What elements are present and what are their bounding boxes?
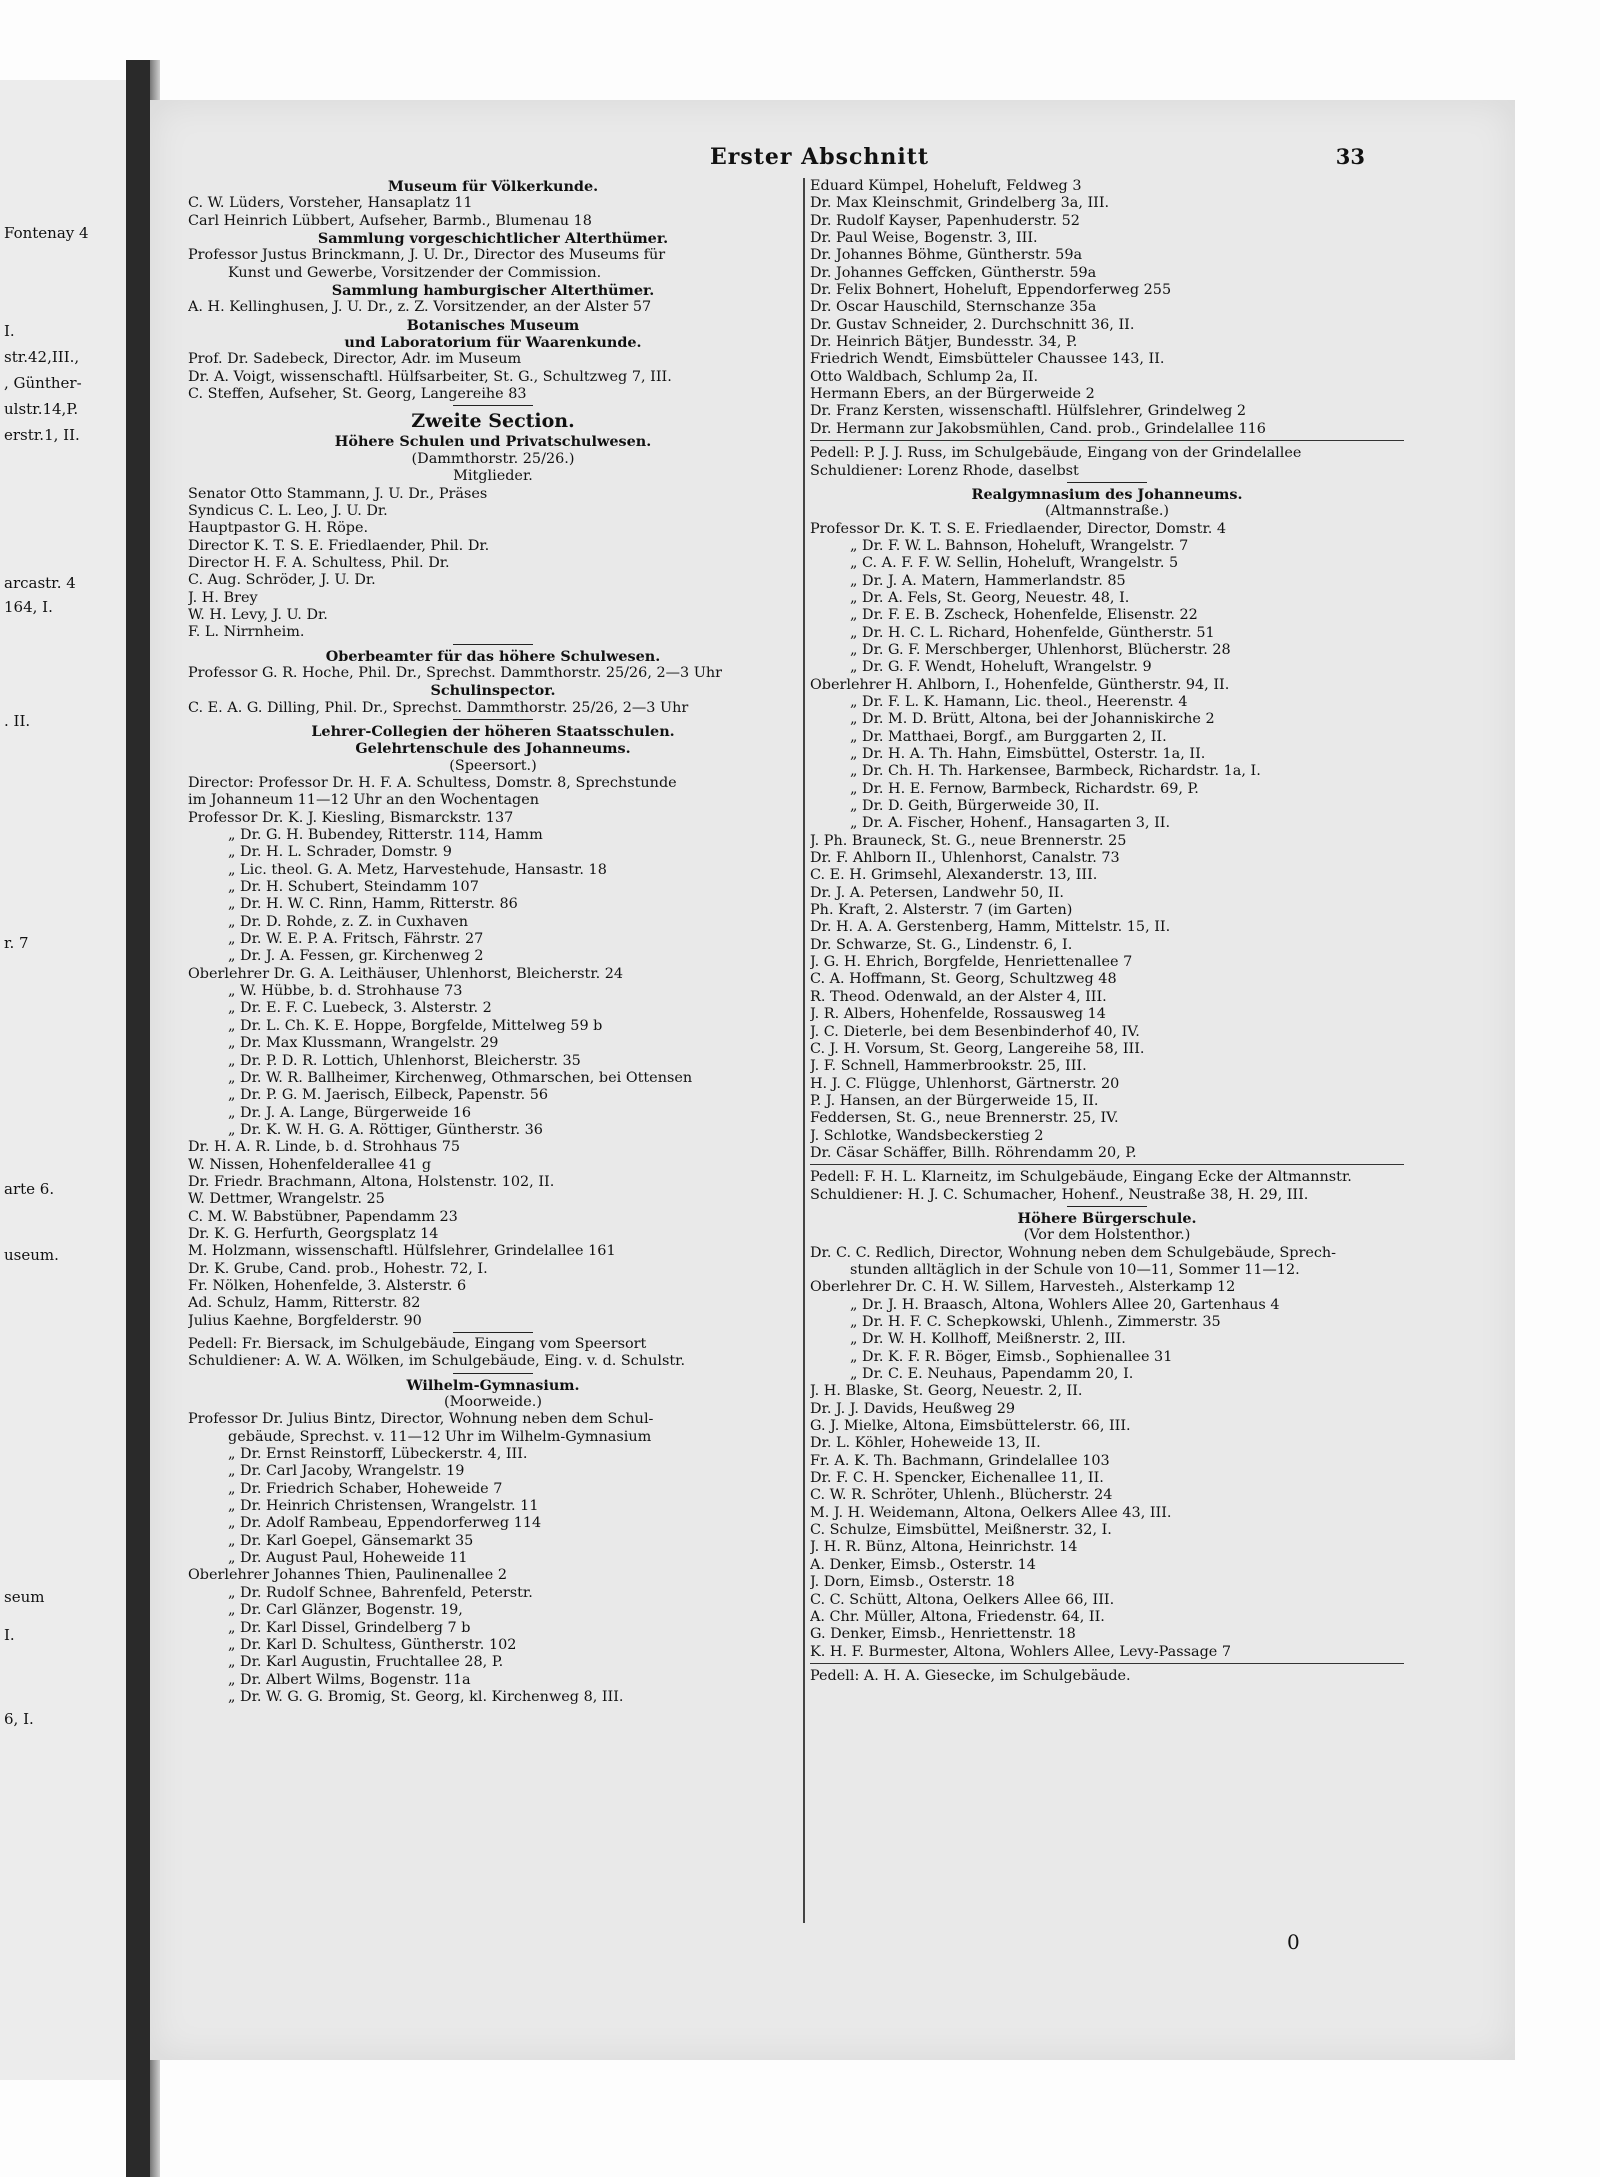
directory-entry: Schuldiener: Lorenz Rhode, daselbst <box>810 462 1079 479</box>
directory-entry: „ Dr. J. A. Matern, Hammerlandstr. 85 <box>850 572 1126 589</box>
directory-entry: stunden alltäglich in der Schule von 10—11, Sommer 11—12. <box>850 1261 1300 1278</box>
directory-entry: „ Dr. Ch. H. Th. Harkensee, Barmbeck, Richardstr. 1a, I. <box>850 763 1261 780</box>
page-number: 33 <box>1335 144 1365 169</box>
margin-fragment: seum <box>4 1588 45 1606</box>
directory-entry: „ Dr. W. E. P. A. Fritsch, Fährstr. 27 <box>228 931 484 948</box>
directory-entry: Dr. H. A. A. Gerstenberg, Hamm, Mittelstr. 15, II. <box>810 919 1171 936</box>
directory-entry: „ Dr. K. W. H. G. A. Röttiger, Güntherstr. 36 <box>228 1121 543 1138</box>
section-rule <box>188 1371 798 1377</box>
margin-fragment: 6, I. <box>4 1710 34 1728</box>
directory-entry: Dr. Johannes Böhme, Güntherstr. 59a <box>810 247 1083 264</box>
directory-entry: Botanisches Museum <box>406 316 580 334</box>
directory-entry: Fr. A. K. Th. Bachmann, Grindelallee 103 <box>810 1452 1110 1469</box>
directory-entry: „ Dr. J. H. Braasch, Altona, Wohlers Allee 20, Gartenhaus 4 <box>850 1296 1280 1313</box>
directory-entry: „ Dr. P. G. M. Jaerisch, Eilbeck, Papenstr. 56 <box>228 1087 549 1104</box>
directory-entry: H. J. C. Flügge, Uhlenhorst, Gärtnerstr. 20 <box>810 1075 1120 1092</box>
directory-entry: M. Holzmann, wissenschaftl. Hülfslehrer, Grindelallee 161 <box>188 1243 616 1260</box>
directory-entry: Pedell: Fr. Biersack, im Schulgebäude, Eingang vom Speersort <box>188 1336 647 1352</box>
directory-entry: „ Dr. H. L. Schrader, Domstr. 9 <box>228 844 452 861</box>
directory-entry: Wilhelm-Gymnasium. <box>406 1376 580 1394</box>
margin-fragment: , Günther- <box>4 374 82 392</box>
directory-entry: „ Dr. H. W. C. Rinn, Hamm, Ritterstr. 86 <box>228 896 518 913</box>
directory-entry: Dr. J. A. Petersen, Landwehr 50, II. <box>810 884 1064 901</box>
column-divider <box>803 178 805 1923</box>
directory-entry: C. Steffen, Aufseher, St. Georg, Langereihe 83 <box>188 386 527 403</box>
directory-entry: Schuldiener: H. J. C. Schumacher, Hohenf., Neustraße 38, H. 29, III. <box>810 1186 1309 1203</box>
directory-entry: „ Dr. Albert Wilms, Bogenstr. 11a <box>228 1671 471 1688</box>
directory-entry: „ C. A. F. F. W. Sellin, Hoheluft, Wrangelstr. 5 <box>850 555 1179 572</box>
directory-entry: J. C. Dieterle, bei dem Besenbinderhof 40, IV. <box>810 1023 1140 1040</box>
directory-entry: im Johanneum 11—12 Uhr an den Wochentagen <box>188 792 540 809</box>
directory-entry: Oberlehrer Johannes Thien, Paulinenallee 2 <box>188 1567 508 1584</box>
directory-entry: Pedell: P. J. J. Russ, im Schulgebäude, Eingang von der Grindelallee <box>810 445 1302 462</box>
directory-entry: „ Dr. H. F. C. Schepkowski, Uhlenh., Zimmerstr. 35 <box>850 1314 1221 1330</box>
directory-entry: „ Dr. J. A. Fessen, gr. Kirchenweg 2 <box>228 948 484 965</box>
directory-entry: (Dammthorstr. 25/26.) <box>411 450 575 467</box>
section-rule <box>188 403 798 409</box>
directory-entry: C. Aug. Schröder, J. U. Dr. <box>188 572 376 589</box>
directory-entry: „ Dr. G. F. Merschberger, Uhlenhorst, Blücherstr. 28 <box>850 641 1231 658</box>
directory-entry: gebäude, Sprechst. v. 11—12 Uhr im Wilhelm-Gymnasium <box>228 1428 652 1445</box>
directory-entry: (Moorweide.) <box>444 1394 542 1411</box>
directory-entry: Höhere Schulen und Privatschulwesen. <box>334 433 652 451</box>
directory-entry: A. Chr. Müller, Altona, Friedenstr. 64, II. <box>810 1608 1105 1625</box>
directory-entry: Pedell: A. H. A. Giesecke, im Schulgebäude. <box>810 1667 1131 1684</box>
directory-entry: W. H. Levy, J. U. Dr. <box>188 606 328 623</box>
directory-entry: Pedell: F. H. L. Klarneitz, im Schulgebäude, Eingang Ecke der Altmannstr. <box>810 1169 1352 1186</box>
directory-entry: Dr. K. G. Herfurth, Georgsplatz 14 <box>188 1225 439 1242</box>
directory-entry: Kunst und Gewerbe, Vorsitzender der Commission. <box>228 264 602 281</box>
directory-entry: „ Dr. W. H. Kollhoff, Meißnerstr. 2, III. <box>850 1331 1126 1348</box>
directory-entry: C. M. W. Babstübner, Papendamm 23 <box>188 1208 458 1225</box>
directory-entry: Professor Justus Brinckmann, J. U. Dr., Director des Museums für <box>188 247 666 264</box>
directory-entry: „ Dr. K. F. R. Böger, Eimsb., Sophienallee 31 <box>850 1348 1173 1365</box>
directory-entry: Senator Otto Stammann, J. U. Dr., Präses <box>188 485 488 502</box>
directory-entry: Professor Dr. Julius Bintz, Director, Wohnung neben dem Schul- <box>188 1411 654 1428</box>
directory-entry: Otto Waldbach, Schlump 2a, II. <box>810 368 1039 385</box>
directory-entry: Oberbeamter für das höhere Schulwesen. <box>325 647 661 665</box>
directory-entry: Feddersen, St. G., neue Brennerstr. 25, IV. <box>810 1110 1119 1127</box>
directory-entry: „ Dr. Heinrich Christensen, Wrangelstr. 11 <box>228 1498 539 1515</box>
directory-entry: Gelehrtenschule des Johanneums. <box>355 740 631 758</box>
directory-entry: Höhere Bürgerschule. <box>1017 1209 1197 1227</box>
directory-entry: Prof. Dr. Sadebeck, Director, Adr. im Museum <box>188 351 522 368</box>
directory-entry: Hauptpastor G. H. Röpe. <box>188 520 369 537</box>
directory-entry: „ Dr. M. D. Brütt, Altona, bei der Johanniskirche 2 <box>850 711 1215 728</box>
margin-fragment: erstr.1, II. <box>4 426 80 444</box>
directory-entry: Dr. Rudolf Kayser, Papenhuderstr. 52 <box>810 212 1080 229</box>
margin-fragment: arte 6. <box>4 1180 55 1198</box>
directory-entry: Ad. Schulz, Hamm, Ritterstr. 82 <box>188 1295 421 1312</box>
directory-entry: C. A. Hoffmann, St. Georg, Schultzweg 48 <box>810 971 1117 988</box>
directory-entry: Professor Dr. K. J. Kiesling, Bismarckstr. 137 <box>188 809 514 826</box>
directory-entry: und Laboratorium für Waarenkunde. <box>344 334 642 352</box>
margin-fragment: Fontenay 4 <box>4 224 89 242</box>
directory-entry: „ Dr. Karl Dissel, Grindelberg 7 b <box>228 1619 471 1636</box>
directory-entry: „ Dr. J. A. Lange, Bürgerweide 16 <box>228 1104 472 1121</box>
directory-entry: Dr. Johannes Geffcken, Güntherstr. 59a <box>810 264 1097 281</box>
directory-entry: G. J. Mielke, Altona, Eimsbüttelerstr. 66, III. <box>810 1418 1131 1435</box>
directory-entry: Realgymnasium des Johanneums. <box>971 485 1243 503</box>
directory-entry: Dr. Oscar Hauschild, Sternschanze 35a <box>810 299 1097 316</box>
directory-entry: Dr. K. Grube, Cand. prob., Hohestr. 72, I. <box>188 1260 488 1277</box>
directory-entry: „ Dr. Friedrich Schaber, Hoheweide 7 <box>228 1480 503 1497</box>
directory-entry: Professor Dr. K. T. S. E. Friedlaender, Director, Domstr. 4 <box>810 520 1227 537</box>
directory-entry: (Speersort.) <box>449 757 537 774</box>
directory-entry: „ Dr. P. D. R. Lottich, Uhlenhorst, Bleicherstr. 35 <box>228 1052 581 1069</box>
section-title: Erster Abschnitt <box>710 144 930 170</box>
directory-entry: „ Dr. F. L. K. Hamann, Lic. theol., Heerenstr. 4 <box>850 693 1188 710</box>
directory-entry: G. Denker, Eimsb., Henriettenstr. 18 <box>810 1626 1076 1643</box>
directory-entry: Oberlehrer Dr. C. H. W. Sillem, Harvesteh., Alsterkamp 12 <box>810 1279 1236 1296</box>
directory-entry: J. H. R. Bünz, Altona, Heinrichstr. 14 <box>810 1539 1078 1556</box>
directory-entry: C. J. H. Vorsum, St. Georg, Langereihe 58, III. <box>810 1040 1145 1057</box>
directory-entry: Director H. F. A. Schultess, Phil. Dr. <box>188 554 450 571</box>
directory-entry: „ Dr. Matthaei, Borgf., am Burggarten 2, II. <box>850 728 1167 745</box>
book-binding <box>126 60 150 2177</box>
section-rule <box>810 480 1404 486</box>
directory-entry: „ W. Hübbe, b. d. Strohhause 73 <box>228 983 463 1000</box>
directory-entry: Director: Professor Dr. H. F. A. Schultess, Domstr. 8, Sprechstunde <box>188 775 677 791</box>
directory-entry: Dr. Max Kleinschmit, Grindelberg 3a, III. <box>810 195 1110 212</box>
directory-entry: Dr. F. C. H. Spencker, Eichenallee 11, II. <box>810 1470 1104 1487</box>
directory-entry: „ Dr. L. Ch. K. E. Hoppe, Borgfelde, Mittelweg 59 b <box>228 1017 603 1034</box>
directory-entry: Dr. Felix Bohnert, Hoheluft, Eppendorferweg 255 <box>810 282 1172 299</box>
directory-entry: P. J. Hansen, an der Bürgerweide 15, II. <box>810 1092 1099 1109</box>
directory-entry: „ Dr. D. Geith, Bürgerweide 30, II. <box>850 798 1100 815</box>
right-column <box>810 178 1404 1685</box>
directory-entry: „ Dr. Karl Goepel, Gänsemarkt 35 <box>228 1532 474 1549</box>
directory-entry: C. E. A. G. Dilling, Phil. Dr., Sprechst. Dammthorstr. 25/26, 2—3 Uhr <box>188 699 689 716</box>
margin-fragment: str.42,III., <box>4 348 80 366</box>
directory-entry: „ Dr. W. R. Ballheimer, Kirchenweg, Othmarschen, bei Ottensen <box>228 1069 693 1086</box>
directory-entry: „ Dr. Carl Glänzer, Bogenstr. 19, <box>228 1602 463 1619</box>
directory-entry: „ Dr. G. H. Bubendey, Ritterstr. 114, Hamm <box>228 827 543 844</box>
directory-entry: „ Dr. G. F. Wendt, Hoheluft, Wrangelstr. 9 <box>850 659 1152 676</box>
directory-entry: Dr. Friedr. Brachmann, Altona, Holstenstr. 102, II. <box>188 1173 555 1190</box>
directory-entry: Dr. Franz Kersten, wissenschaftl. Hülfslehrer, Grindelweg 2 <box>810 403 1247 420</box>
directory-entry: „ Dr. Adolf Rambeau, Eppendorferweg 114 <box>228 1515 542 1532</box>
directory-entry: Lehrer-Collegien der höheren Staatsschulen. <box>311 722 675 740</box>
margin-fragment: arcastr. 4 <box>4 574 76 592</box>
margin-fragment: useum. <box>4 1246 59 1264</box>
left-page-edge <box>0 80 126 2080</box>
directory-entry: J. F. Schnell, Hammerbrookstr. 25, III. <box>810 1058 1087 1075</box>
directory-entry: Hermann Ebers, an der Bürgerweide 2 <box>810 386 1095 403</box>
directory-entry: Oberlehrer H. Ahlborn, I., Hohenfelde, Güntherstr. 94, II. <box>810 676 1230 693</box>
directory-entry: „ Dr. A. Fischer, Hohenf., Hansagarten 3, II. <box>850 815 1171 832</box>
directory-entry: Museum für Völkerkunde. <box>387 178 599 195</box>
directory-entry: Dr. Hermann zur Jakobsmühlen, Cand. prob., Grindelallee 116 <box>810 420 1266 437</box>
directory-entry: Friedrich Wendt, Eimsbütteler Chaussee 143, II. <box>810 351 1165 368</box>
directory-entry: Dr. Cäsar Schäffer, Billh. Röhrendamm 20, P. <box>810 1144 1137 1161</box>
directory-entry: Dr. F. Ahlborn II., Uhlenhorst, Canalstr. 73 <box>810 850 1120 867</box>
directory-entry: „ Dr. H. A. Th. Hahn, Eimsbüttel, Osterstr. 1a, II. <box>850 746 1206 762</box>
directory-entry: A. H. Kellinghusen, J. U. Dr., z. Z. Vorsitzender, an der Alster 57 <box>188 299 652 316</box>
directory-entry: Dr. A. Voigt, wissenschaftl. Hülfsarbeiter, St. G., Schultzweg 7, III. <box>188 368 672 385</box>
directory-entry: Professor G. R. Hoche, Phil. Dr., Sprechst. Dammthorstr. 25/26, 2—3 Uhr <box>188 664 723 681</box>
directory-entry: C. C. Schütt, Altona, Oelkers Allee 66, III. <box>810 1591 1115 1608</box>
directory-entry: Mitglieder. <box>453 468 533 485</box>
directory-entry: Zweite Section. <box>411 410 575 433</box>
section-rule <box>188 717 798 723</box>
directory-entry: „ Dr. H. C. L. Richard, Hohenfelde, Güntherstr. 51 <box>850 624 1215 641</box>
directory-entry: Dr. H. A. R. Linde, b. d. Strohhaus 75 <box>188 1139 461 1156</box>
directory-entry: „ Dr. C. E. Neuhaus, Papendamm 20, I. <box>850 1366 1134 1383</box>
section-rule <box>188 642 798 648</box>
directory-entry: C. W. R. Schröter, Uhlenh., Blücherstr. 24 <box>810 1487 1113 1504</box>
directory-entry: J. H. Blaske, St. Georg, Neuestr. 2, II. <box>810 1383 1083 1400</box>
directory-entry: „ Dr. E. F. C. Luebeck, 3. Alsterstr. 2 <box>228 1000 492 1017</box>
directory-entry: J. H. Brey <box>188 589 258 606</box>
directory-entry: R. Theod. Odenwald, an der Alster 4, III. <box>810 988 1107 1005</box>
directory-entry: Fr. Nölken, Hohenfelde, 3. Alsterstr. 6 <box>188 1277 467 1294</box>
directory-entry: K. H. F. Burmester, Altona, Wohlers Allee, Levy-Passage 7 <box>810 1643 1232 1660</box>
directory-entry: C. W. Lüders, Vorsteher, Hansaplatz 11 <box>188 195 473 212</box>
directory-entry: Sammlung hamburgischer Alterthümer. <box>331 282 655 300</box>
directory-entry: Syndicus C. L. Leo, J. U. Dr. <box>188 502 388 519</box>
directory-entry: Schulinspector. <box>430 682 556 700</box>
directory-entry: „ Dr. H. Schubert, Steindamm 107 <box>228 879 479 896</box>
directory-entry: J. R. Albers, Hohenfelde, Rossausweg 14 <box>810 1006 1106 1023</box>
directory-entry: M. J. H. Weidemann, Altona, Oelkers Allee 43, III. <box>810 1504 1172 1521</box>
directory-entry: „ Dr. August Paul, Hoheweide 11 <box>228 1550 468 1567</box>
margin-fragment: 164, I. <box>4 598 53 616</box>
page-header <box>150 144 1365 178</box>
directory-entry: „ Dr. Max Klussmann, Wrangelstr. 29 <box>228 1035 499 1052</box>
page-mark: 0 <box>1287 1930 1300 1954</box>
directory-entry: C. Schulze, Eimsbüttel, Meißnerstr. 32, I. <box>810 1522 1112 1539</box>
directory-entry: „ Dr. W. G. G. Bromig, St. Georg, kl. Kirchenweg 8, III. <box>228 1688 624 1705</box>
margin-fragment: r. 7 <box>4 934 29 952</box>
directory-entry: „ Dr. H. E. Fernow, Barmbeck, Richardstr. 69, P. <box>850 780 1199 797</box>
directory-entry: „ Dr. Carl Jacoby, Wrangelstr. 19 <box>228 1463 465 1480</box>
directory-entry: J. G. H. Ehrich, Borgfelde, Henriettenallee 7 <box>810 954 1133 971</box>
directory-entry: Dr. Paul Weise, Bogenstr. 3, III. <box>810 230 1038 247</box>
directory-entry: A. Denker, Eimsb., Osterstr. 14 <box>810 1556 1036 1573</box>
directory-entry: Oberlehrer Dr. G. A. Leithäuser, Uhlenhorst, Bleicherstr. 24 <box>188 965 624 982</box>
directory-entry: „ Dr. D. Rohde, z. Z. in Cuxhaven <box>228 913 469 930</box>
directory-entry: Dr. J. J. Davids, Heußweg 29 <box>810 1400 1016 1417</box>
directory-entry: W. Dettmer, Wrangelstr. 25 <box>188 1191 385 1208</box>
margin-fragment: . II. <box>4 712 31 730</box>
directory-entry: J. Ph. Brauneck, St. G., neue Brennerstr. 25 <box>810 832 1127 849</box>
directory-entry: „ Dr. Ernst Reinstorff, Lübeckerstr. 4, III. <box>228 1446 528 1463</box>
directory-entry: „ Dr. Rudolf Schnee, Bahrenfeld, Peterstr. <box>228 1584 533 1601</box>
directory-entry: Julius Kaehne, Borgfelderstr. 90 <box>188 1312 422 1329</box>
directory-entry: Eduard Kümpel, Hoheluft, Feldweg 3 <box>810 178 1082 194</box>
directory-entry: Carl Heinrich Lübbert, Aufseher, Barmb., Blumenau 18 <box>188 212 592 229</box>
directory-entry: „ Dr. Karl Augustin, Fruchtallee 28, P. <box>228 1654 504 1671</box>
directory-entry: (Vor dem Holstenthor.) <box>1023 1227 1191 1244</box>
directory-entry: (Altmannstraße.) <box>1044 503 1170 520</box>
directory-entry: J. Schlotke, Wandsbeckerstieg 2 <box>810 1127 1044 1144</box>
margin-fragment: ulstr.14,P. <box>4 400 79 418</box>
margin-fragment: I. <box>4 1626 15 1644</box>
margin-fragment: I. <box>4 322 15 340</box>
directory-entry: Schuldiener: A. W. A. Wölken, im Schulgebäude, Eing. v. d. Schulstr. <box>188 1353 686 1370</box>
section-rule <box>810 1204 1404 1210</box>
directory-entry: Director K. T. S. E. Friedlaender, Phil. Dr. <box>188 537 490 554</box>
directory-entry: Dr. Gustav Schneider, 2. Durchschnitt 36, II. <box>810 316 1135 333</box>
directory-entry: Dr. L. Köhler, Hoheweide 13, II. <box>810 1435 1041 1452</box>
directory-entry: „ Dr. Karl D. Schultess, Güntherstr. 102 <box>228 1636 517 1653</box>
directory-entry: Dr. C. C. Redlich, Director, Wohnung neben dem Schulgebäude, Sprech- <box>810 1244 1337 1261</box>
section-rule <box>188 1330 798 1336</box>
directory-entry: Ph. Kraft, 2. Alsterstr. 7 (im Garten) <box>810 902 1073 919</box>
directory-entry: J. Dorn, Eimsb., Osterstr. 18 <box>810 1574 1015 1591</box>
directory-entry: „ Dr. F. E. B. Zscheck, Hohenfelde, Elisenstr. 22 <box>850 607 1198 624</box>
directory-entry: „ Dr. A. Fels, St. Georg, Neuestr. 48, I. <box>850 589 1130 606</box>
directory-entry: C. E. H. Grimsehl, Alexanderstr. 13, III. <box>810 867 1098 884</box>
left-column <box>188 178 798 1706</box>
directory-entry: W. Nissen, Hohenfelderallee 41 g <box>188 1156 432 1173</box>
directory-entry: „ Dr. F. W. L. Bahnson, Hoheluft, Wrangelstr. 7 <box>850 537 1189 554</box>
directory-entry: Dr. Heinrich Bätjer, Bundesstr. 34, P. <box>810 334 1078 351</box>
directory-entry: Sammlung vorgeschichtlicher Alterthümer. <box>317 230 669 248</box>
directory-entry: F. L. Nirrnheim. <box>188 624 305 641</box>
directory-entry: Dr. Schwarze, St. G., Lindenstr. 6, I. <box>810 936 1073 953</box>
directory-entry: „ Lic. theol. G. A. Metz, Harvestehude, Hansastr. 18 <box>228 861 607 878</box>
